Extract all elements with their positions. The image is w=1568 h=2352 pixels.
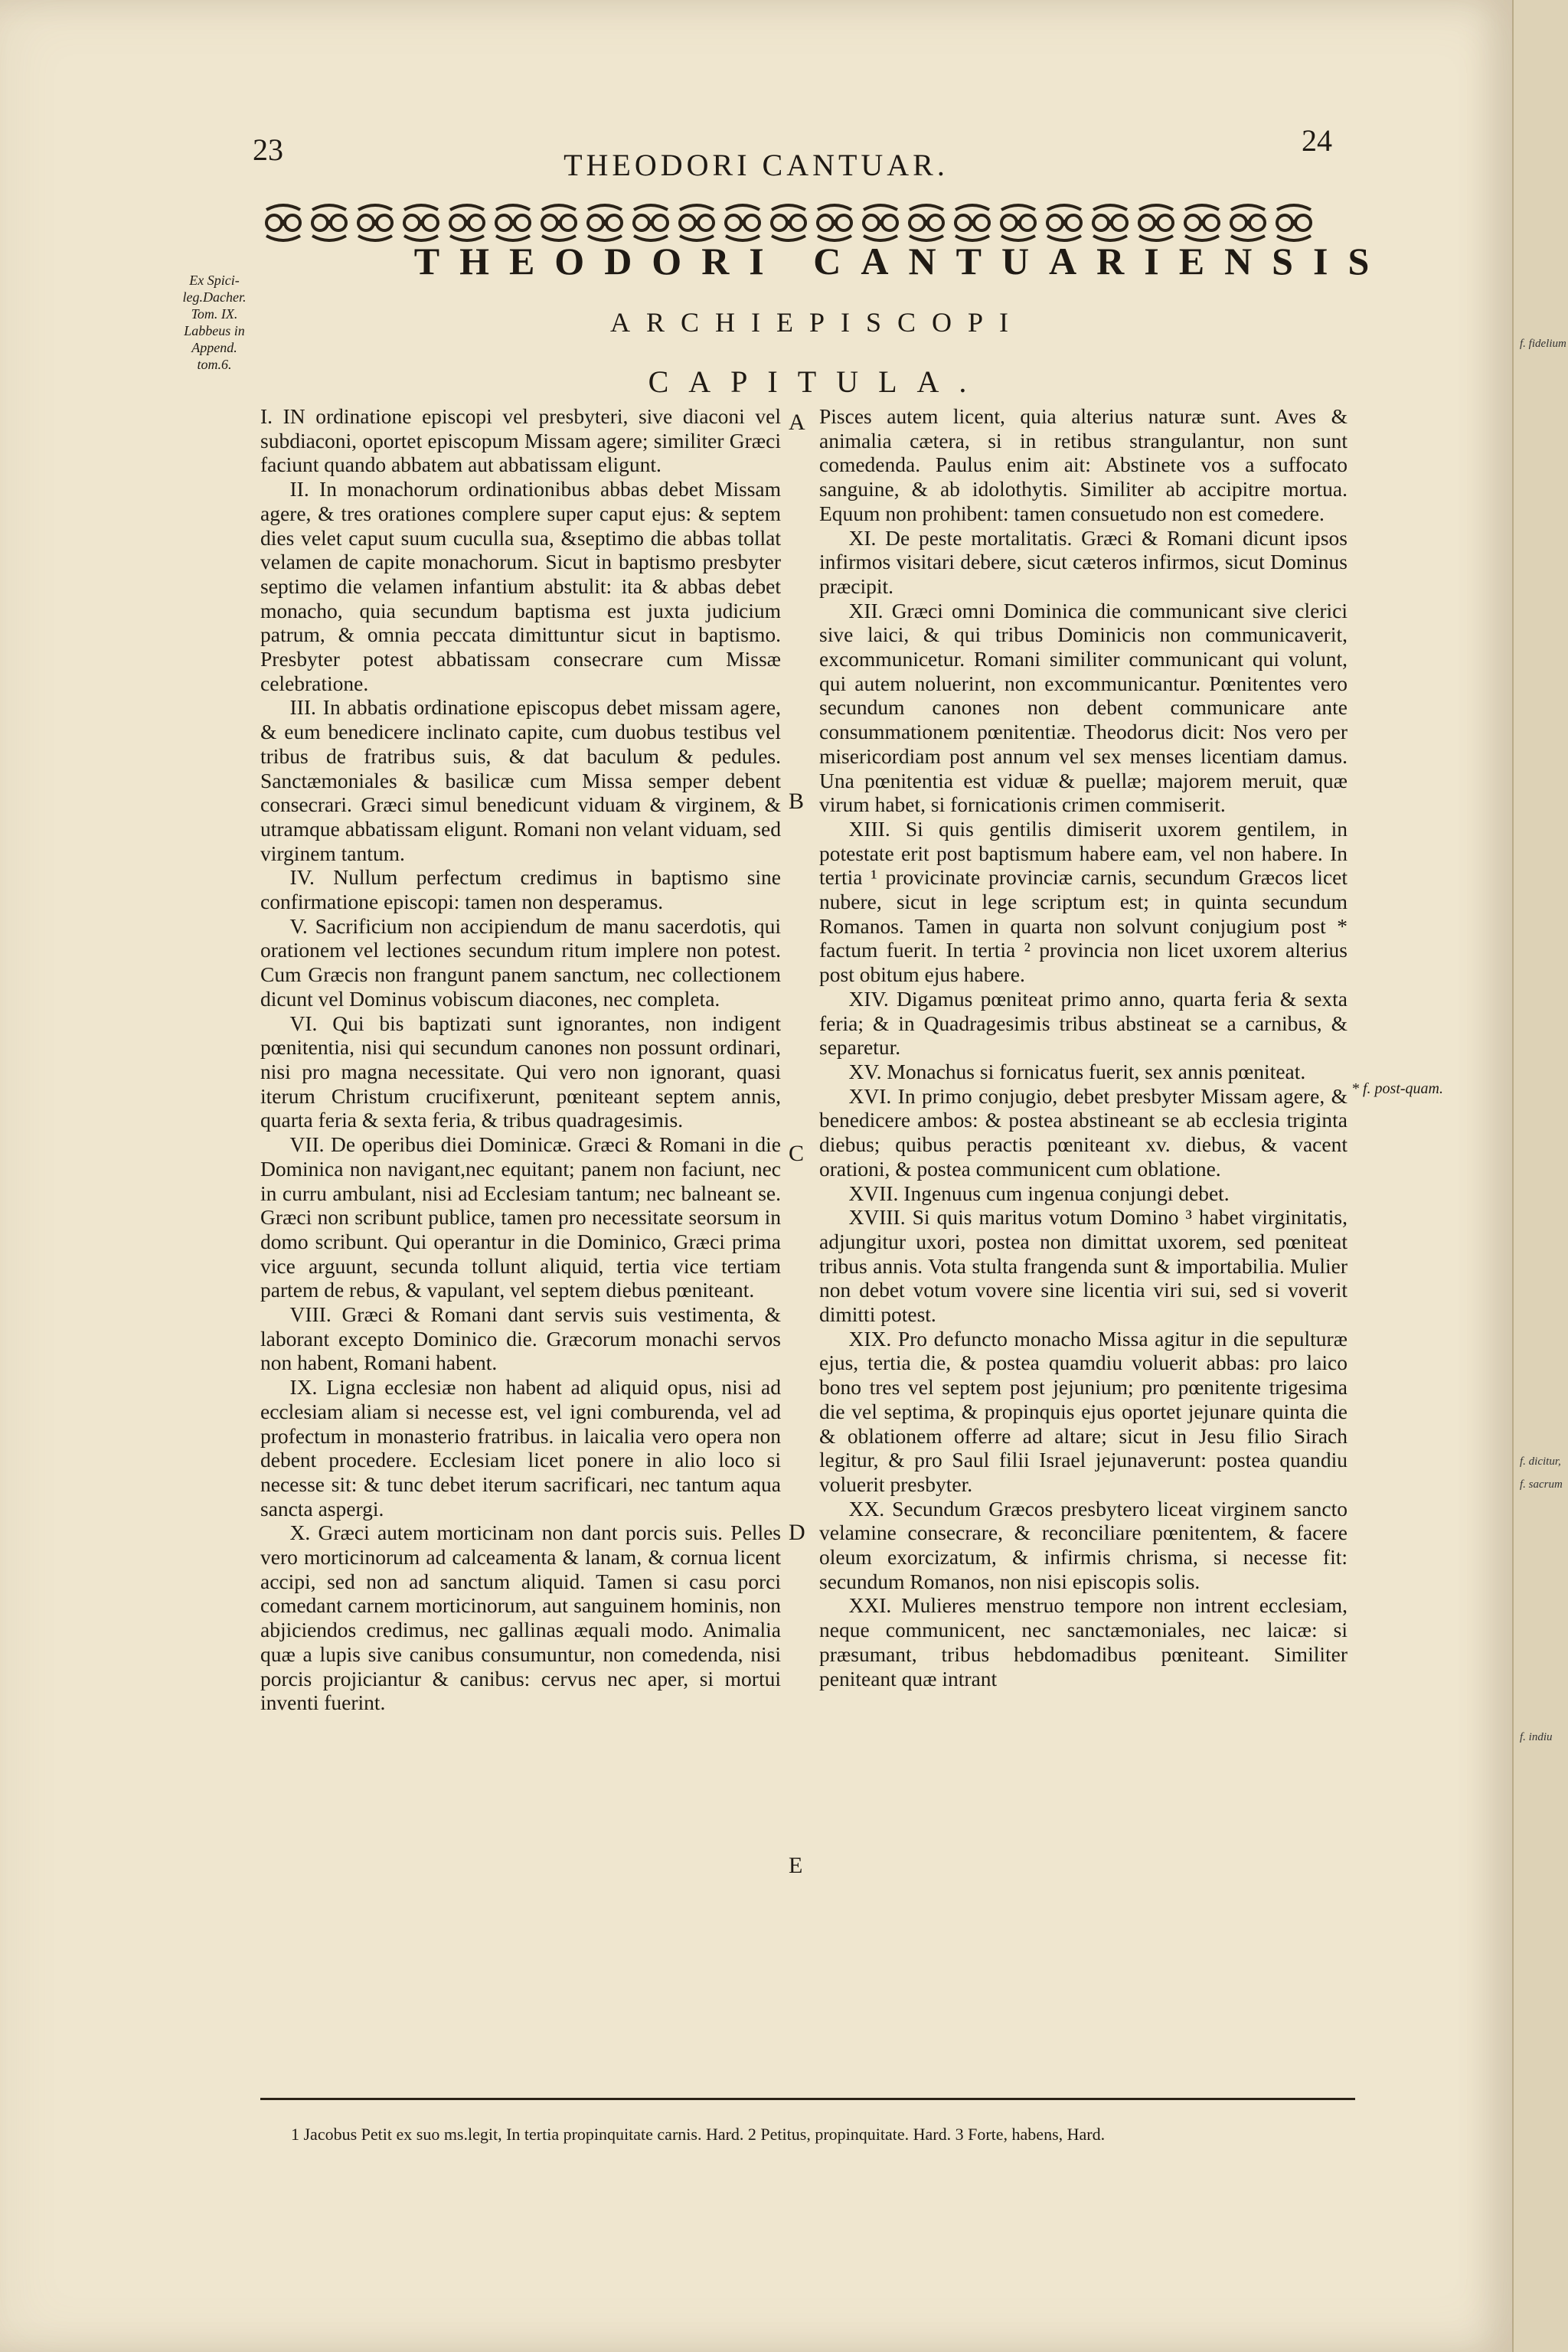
margin-source-note: Ex Spici- leg.Dacher. Tom. IX. Labbeus in Append. tom.6. (182, 273, 247, 372)
title-line-1: THEODORI CANTUARIENSIS (413, 240, 1390, 283)
chapter-3: III. In abbatis ordinatione episcopus debet missam agere, & eum benedicere inclinato capite, cum duobus testibus vel tribus de fratribus suis, & dat baculum & pedules. Sanctæmoniales & basilicæ cum Missa semper debent consecrari. Græci simul benedicunt viduam & virginem, & utramque abbatissam eligunt. Romani non velant viduam, sed virginem tantum. (260, 695, 781, 865)
strip-note-1: f. fidelium (1520, 338, 1566, 350)
chapter-17: XVII. Ingenuus cum ingenua conjungi debet. (848, 1181, 1230, 1205)
adjacent-page-edge (1512, 0, 1568, 2352)
ornament-motif (634, 205, 668, 240)
chapter-14: XIV. Digamus pœniteat primo anno, quarta feria & sexta feria; & in Quadragesimis tribus abstineat se a carnibus, & separetur. (819, 986, 1348, 1060)
page-number-right: 24 (1302, 123, 1332, 158)
chapter-7: VII. De operibus diei Dominicæ. Græci & Romani in die Dominica non navigant,nec equitant; panem non faciunt, nec in curru ambulant, nisi ad Ecclesiam tantum; nec balneant se. Græci non scribunt publice, tamen pro necessitate seorsum in domo scribunt. Qui operantur in die Dominico, Græci prima vice arguunt, secunda tollunt aliquid, tertia vice tertiam partem de rebus, & vapulant, vel septem diebus pœniteant. (260, 1132, 781, 1302)
ornament-motif (772, 205, 805, 240)
chapter-21: XXI. Mulieres menstruo tempore non intrent ecclesiam, neque communicent, nec sanctæmoniales, nec laicæ: si præsumant, tribus hebdomadibus pœniteant. Similiter peniteant quæ intrant (819, 1593, 1348, 1690)
chapter-13: XIII. Si quis gentilis dimiserit uxorem gentilem, in potestate erit post baptismum habere eam, vel non habere. In tertia ¹ provicinate provinciæ carnis, secundum Græcos licet nubere, sicut in lege scriptum est; in quinta secundum Romanos. Tamen in quarta non solvunt conjugium post * factum fuerit. In tertia ² provincia non licet uxorem alterius post obitum ejus habere. (819, 816, 1348, 987)
chapter-16: XVI. In primo conjugio, debet presbyter Missam agere, & benedicere ambos: & postea abstineant se ab ecclesia triginta diebus; quibus peractis pœniteant xv. diebus, & vacent orationi, & postea communicent cum oblatione. (819, 1083, 1348, 1181)
chapter-20: XX. Secundum Græcos presbytero liceat virginem sancto velamine consecrare, & reconciliare pœnitentem, & facere oleum exorcizatum, & infirmis chrisma, si necesse fit: secundum Romanos, non nisi episcopis solis. (819, 1496, 1348, 1593)
ornament-motif (312, 205, 346, 240)
title-line-3: CAPITULA. (648, 364, 987, 399)
ornament-motif (404, 205, 438, 240)
strip-note-4: f. indiu (1520, 1731, 1553, 1743)
chapter-2: II. In monachorum ordinationibus abbas debet Missam agere, & tres orationes complere super caput ejus: & septem dies velet caput suum cuculla sua, &septimo die abbas tollat velamen de capite monachorum. Sicut in baptismo presbyter septimo die velamen infantium abstulit: ita & abbas debet monacho, quia secundum baptisma est juxta judicium patrum, & omnia peccata dimittuntur sicut in baptismo. Presbyter potest abbatissam consecrare cum Missæ celebratione. (260, 477, 781, 695)
ornament-motif (864, 205, 897, 240)
strip-note-2: f. dicitur, (1520, 1455, 1561, 1468)
ornament-motif (266, 205, 300, 240)
section-letter-b: B (789, 789, 805, 814)
chapter-12: XII. Græci omni Dominica die communicant sive clerici sive laici, & qui tribus Dominicis non communicaverit, excommunicetur. Romani similiter communicant qui volunt, qui autem noluerint, non excommunicantur. Pœnitentes vero secundum canones non debent communicare ante consummationem pœnitentiæ. Theodorus dicit: Nos vero per misericordiam post annum vel sex menses licentiam damus. Una pœnitentia est viduæ & puellæ; majorem meruit, quæ virum habet, si fornicationis crimen commiserit. (819, 598, 1348, 817)
chapter-8: VIII. Græci & Romani dant servis suis vestimenta, & laborant excepto Dominico die. Græcorum monachi servos non habent, Romani habent. (260, 1302, 781, 1375)
section-letter-a: A (789, 410, 805, 435)
chapter-15: XV. Monachus si fornicatus fuerit, sex annis pœniteat. (848, 1059, 1306, 1083)
chapter-6: VI. Qui bis baptizati sunt ignorantes, non indigent pœnitentia, nisi qui secundum canones non possunt ordinari, nisi pro magna necessitate. Qui vero non ignorant, quasi iterum Christum crucifixerunt, pœniteant septem annis, quarta feria & sexta feria, & tribus quadragesimis. (260, 1011, 781, 1132)
footnote-rule (260, 2098, 1355, 2100)
ornament-motif (1185, 205, 1219, 240)
ornament-motif (496, 205, 530, 240)
left-column (260, 404, 781, 1715)
ornament-motif (818, 205, 851, 240)
page-number-left: 23 (253, 132, 283, 167)
chapter-10: X. Græci autem morticinam non dant porcis suis. Pelles vero morticinorum ad calceamenta & lanam, & cornua licent accipi, sed non ad sanctum aliquid. Tamen si casu porci comedant carnem morticinorum, aut sanguinem hominis, non abjiciendos credimus, nec gallinas æquali modo. Animalia quæ a lupis sive canibus consumuntur, non comedenda, nisi porcis projiciantur & canibus: cervus nec aper, si mortui inventi fuerint. (260, 1521, 781, 1715)
chapter-5: V. Sacrificium non accipiendum de manu sacerdotis, qui orationem vel lectiones secundum ritum implere non potest. Cum Græcis non frangunt panem sanctum, nec collectionem dicunt vel Dominus vobiscum diacones, nec completa. (260, 913, 781, 1011)
chapter-1: I. IN ordinatione episcopi vel presbyteri, sive diaconi vel subdiaconi, oportet episcopum Missam agere; similiter Græci faciunt quando abbatem aut abbatissam eligunt. (260, 404, 781, 477)
ornament-motif (1093, 205, 1127, 240)
ornament-motif (1001, 205, 1035, 240)
chapter-4: IV. Nullum perfectum credimus in baptismo sine confirmatione episcopi: tamen non desperamus. (260, 865, 781, 914)
ornament-motif (726, 205, 760, 240)
side-note: * f. post-quam. (1351, 1080, 1443, 1097)
ornament-motif (956, 205, 989, 240)
ornament-motif (542, 205, 576, 240)
ornament-motif (358, 205, 392, 240)
ornament-motif (588, 205, 622, 240)
section-letter-e: E (789, 1853, 803, 1878)
ornament-motif (680, 205, 714, 240)
chapter-10-cont: Pisces autem licent, quia alterius naturæ sunt. Aves & animalia cætera, si in retibus strangulantur, non sunt comedenda. Paulus enim ait: Abstinete vos a suffocato sanguine, & ab idolothytis. Similiter ab accipitre mortua. Equum non prohibent: tamen consuetudo non est comedere. (819, 404, 1348, 525)
running-head: THEODORI CANTUAR. (564, 148, 949, 182)
chapter-19: XIX. Pro defuncto monacho Missa agitur in die sepulturæ ejus, tertia die, & postea quamdiu voluerit abbas: pro laico bono tres vel septem post jejunium; pro pœnitente trigesima die vel septima, & propinquis ejus oportet jejunare quinta die & oblationem offerre ad altare; sicut in Jesu filio Sirach legitur, & pro Saul filii Israel jejunaverunt: postea quandiu voluerit presbyter. (819, 1326, 1348, 1496)
chapter-9: IX. Ligna ecclesiæ non habent ad aliquid opus, nisi ad ecclesiam aliam si necesse est, vel igni comburenda, vel ad profectum in monasterio fratribus. in laicalia vero opera non debent procedere. Ecclesiam licet ponere in alio loco si necesse sit: & tunc debet iterum sacrificari, nec tantum aqua sancta aspergi. (260, 1375, 781, 1521)
chapter-18: XVIII. Si quis maritus votum Domino ³ habet virginitatis, adjungitur uxori, postea non dimittat uxorem, sed pœniteat tribus annis. Vota stulta frangenda sunt & importabilia. Mulier non debet votum vovere sine licentia viri sui, sed si voverit dimitti potest. (819, 1205, 1348, 1327)
strip-note-3: f. sacrum (1520, 1478, 1563, 1491)
footnotes: 1 Jacobus Petit ex suo ms.legit, In tertia propinquitate carnis. Hard. 2 Petitus, propinquitate. Hard. 3 Forte, habens, Hard. (291, 2125, 1106, 2144)
ornament-motif (1139, 205, 1173, 240)
chapter-11: XI. De peste mortalitatis. Græci & Romani dicunt ipsos infirmos visitari debere, sicut cæteros infirmos, sicut Dominus præcipit. (819, 525, 1348, 598)
ornament-motif (1047, 205, 1081, 240)
title-line-2: ARCHIEPISCOPI (609, 307, 1025, 338)
ornament-motif (910, 205, 943, 240)
ornament-motif (450, 205, 484, 240)
section-letter-d: D (789, 1520, 805, 1545)
section-letter-c: C (789, 1141, 805, 1166)
right-column (819, 404, 1348, 1690)
ornament-motif (1231, 205, 1265, 240)
ornament-motif (1277, 205, 1311, 240)
